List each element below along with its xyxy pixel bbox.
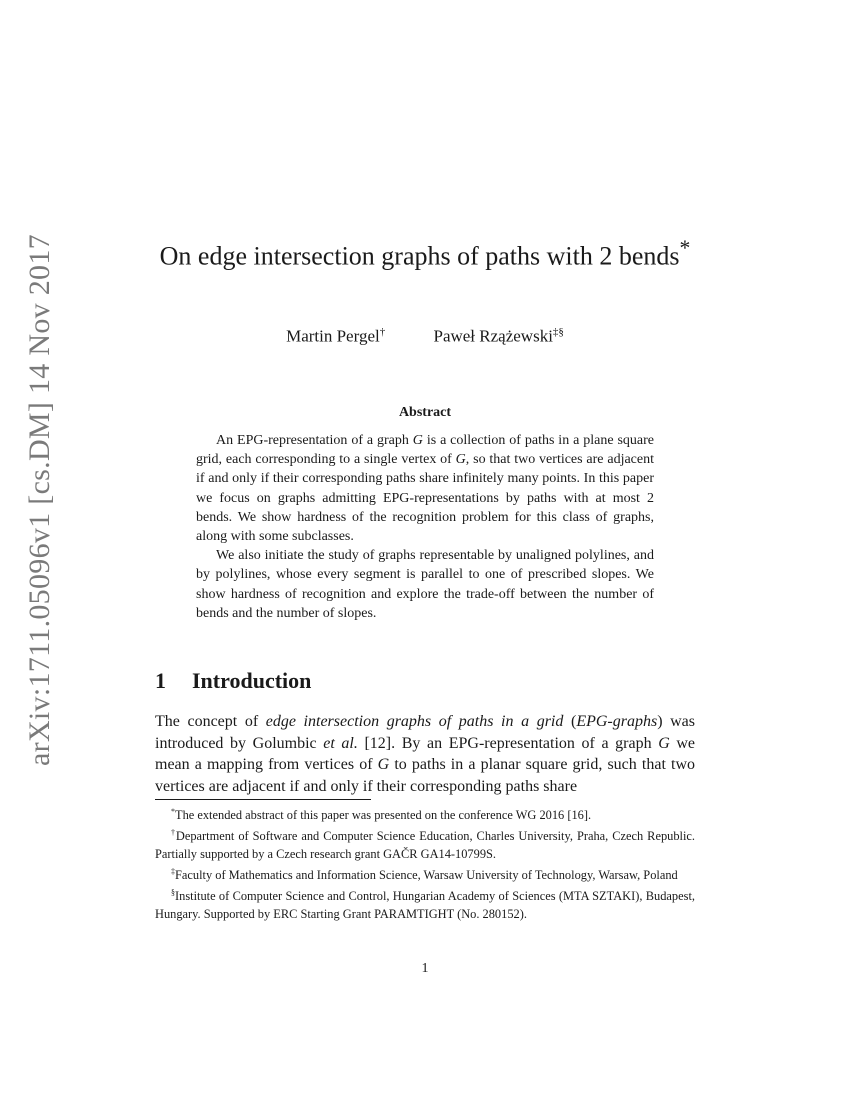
footnote-text: Faculty of Mathematics and Information Science, Warsaw University of Technology, Warsaw, Poland xyxy=(175,867,678,882)
footnote xyxy=(155,863,695,884)
body-text: ) was introduced by Golumbic xyxy=(155,713,696,752)
author-list xyxy=(155,326,695,347)
author-name: Martin Pergel xyxy=(286,326,380,346)
math-variable: G xyxy=(455,452,466,468)
abstract-text: is a collection of paths in a plane square grid, each corresponding to a single vertex of xyxy=(196,433,654,468)
author-affiliation-mark: ‡§ xyxy=(552,326,564,338)
abstract-paragraph xyxy=(196,431,654,546)
emphasis-text: et al. xyxy=(323,734,358,752)
math-variable: G xyxy=(658,734,670,752)
author-affiliation-mark: † xyxy=(379,326,386,338)
body-text: ( xyxy=(563,713,577,730)
author-name: Paweł Rzążewski xyxy=(433,326,553,346)
abstract-body xyxy=(196,431,654,623)
footnote-text: Department of Software and Computer Science Education, Charles University, Praha, Czech Republic. Partially supported by a Czech research grant GAČR GA14-10799S. xyxy=(155,829,696,861)
footnote-mark: ‡ xyxy=(171,866,175,876)
paper-title-text: On edge intersection graphs of paths with 2 bends xyxy=(159,241,680,271)
title-footnote-mark: * xyxy=(679,236,691,260)
footnote-mark: * xyxy=(171,807,175,816)
footnote-text: Institute of Computer Science and Control, Hungarian Academy of Sciences (MTA SZTAKI), Budapest, Hungary. Supported by ERC Starting Grant PARAMTIGHT (No. 280152). xyxy=(155,889,695,921)
body-text: [12]. By an EPG-representation of a graph xyxy=(357,734,659,752)
footnote xyxy=(155,824,695,863)
body-text: to paths in a planar square grid, such that two vertices are adjacent if and only if their corresponding paths share xyxy=(155,756,696,795)
math-variable: G xyxy=(412,433,423,448)
paper-title xyxy=(155,232,695,273)
author-rzazewski xyxy=(433,326,563,347)
section-number: 1 xyxy=(155,668,166,693)
section-heading xyxy=(155,668,311,694)
page-number: 1 xyxy=(421,961,429,976)
intro-body xyxy=(155,711,695,797)
intro-paragraph xyxy=(155,711,695,797)
abstract-heading: Abstract xyxy=(398,405,452,420)
math-variable: G xyxy=(377,756,390,773)
author-pergel xyxy=(286,326,385,347)
footnote-divider xyxy=(155,799,371,800)
footnote-mark: † xyxy=(171,828,176,838)
abstract-text: , so that two vertices are adjacent if and only if their corresponding paths share infinitely many points. In this paper we focus on graphs admitting EPG-representations by paths with at most 2 bends. We show hardness of the recognition problem for this class of graphs, along with some subclasses. xyxy=(196,452,654,545)
body-text: we mean a mapping from vertices of xyxy=(155,734,696,773)
body-text: The concept of xyxy=(155,713,266,730)
abstract-text: An EPG-representation of a graph xyxy=(216,433,413,448)
section-title: Introduction xyxy=(192,668,312,693)
emphasis-text: EPG-graphs xyxy=(576,713,658,730)
footnote xyxy=(155,803,695,824)
arxiv-identifier: arXiv:1711.05096v1 [cs.DM] 14 Nov 2017 xyxy=(23,234,56,766)
emphasis-text: edge intersection graphs of paths in a grid xyxy=(265,713,564,730)
footnotes xyxy=(155,803,695,923)
abstract-paragraph: We also initiate the study of graphs representable by unaligned polylines, and by polylines, whose every segment is parallel to one of prescribed slopes. We show hardness of recognition and explore the trade-off between the number of bends and the number of slopes. xyxy=(196,548,654,621)
footnote xyxy=(155,884,695,923)
footnote-mark: § xyxy=(171,888,175,898)
footnote-text: The extended abstract of this paper was presented on the conference WG 2016 [16]. xyxy=(175,808,592,823)
